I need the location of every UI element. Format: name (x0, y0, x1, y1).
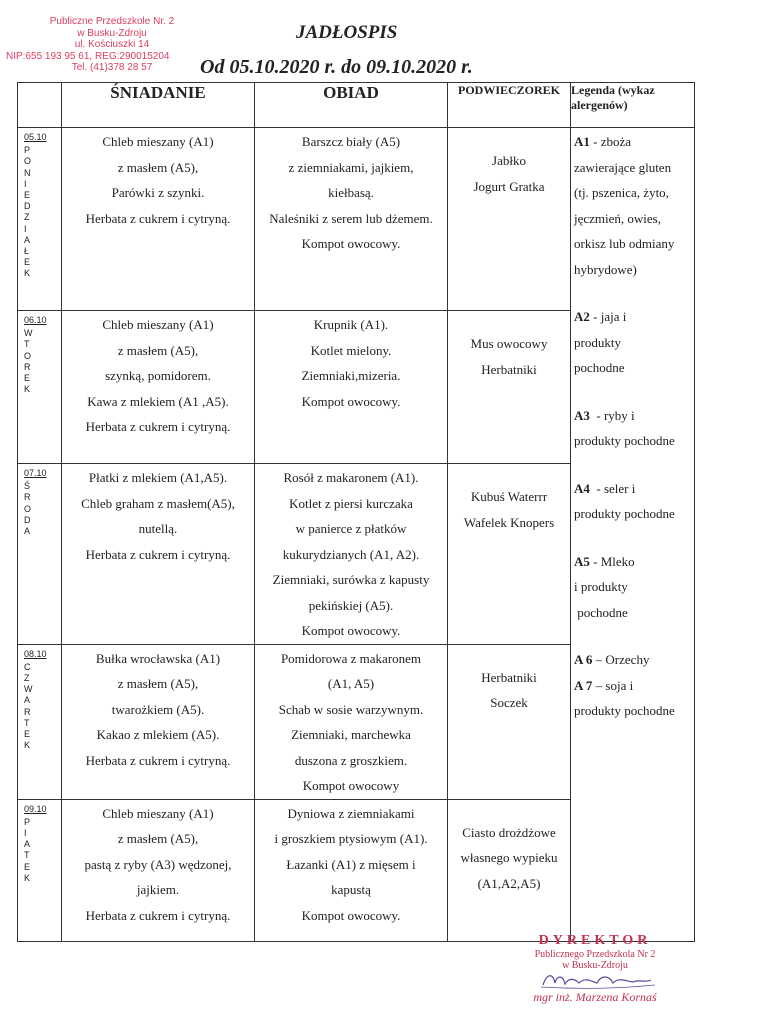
breakfast-cell (62, 464, 255, 645)
allergen-code: A2 (574, 309, 590, 324)
menu-line: kapustą (331, 882, 371, 897)
menu-line: twarożkiem (A5). (111, 701, 205, 717)
menu-line: Rosół z makaronem (A1). (283, 470, 419, 485)
director-signature-stamp (505, 933, 685, 1004)
menu-line: Krupnik (A1). (313, 317, 389, 332)
menu-line: Jabłko (492, 153, 526, 168)
allergen-description: produkty (574, 334, 621, 350)
allergen-description: produkty pochodne (574, 506, 675, 521)
allergen-description: produkty pochodne (574, 433, 675, 448)
legend-entry (574, 673, 694, 724)
menu-line: Herbata z cukrem i cytryną. (85, 419, 231, 434)
allergen-description: zawierające gluten (574, 159, 672, 175)
menu-line: z ziemniakami, jajkiem, (288, 159, 414, 175)
legend-first-line (574, 304, 694, 330)
day-date: 05.10 (24, 132, 47, 142)
menu-line: szynką, pomidorem. (105, 368, 211, 383)
day-letter: R (24, 706, 31, 717)
menu-line: Łazanki (A1) z mięsem i (286, 856, 416, 872)
menu-line: Płatki z mlekiem (A1,A5). (88, 470, 228, 485)
lunch-cell (255, 644, 448, 799)
allergen-code: A1 (574, 134, 590, 149)
allergen-description: i produkty (574, 579, 628, 594)
allergen-description: - ryby i (589, 407, 635, 423)
day-cell (18, 464, 62, 645)
allergen-description: - Mleko (589, 553, 635, 569)
day-letter: A (24, 839, 31, 850)
menu-line: Kakao z mlekiem (A5). (96, 727, 220, 742)
header-legend: Legenda (wykaz alergenów) (571, 83, 695, 128)
allergen-description: hybrydowe) (574, 261, 637, 277)
day-letter: I (24, 827, 27, 838)
stamp-line: Tel. (41)378 28 57 (71, 62, 153, 73)
menu-line: Jogurt Gratka (473, 178, 545, 194)
menu-line: Kompot owocowy. (301, 236, 401, 251)
allergen-legend (571, 128, 695, 942)
lunch-cell (255, 799, 448, 941)
day-cell (18, 799, 62, 941)
day-letter: I (24, 178, 27, 189)
menu-line: pastą z ryby (A3) wędzonej, (84, 856, 232, 872)
allergen-description: - jaja i (589, 309, 627, 324)
day-letter: D (24, 201, 31, 212)
day-letter: K (24, 268, 31, 279)
menu-line: Dyniowa z ziemniakami (287, 805, 415, 821)
menu-line: z masłem (A5), (117, 342, 199, 358)
menu-line: Kompot owocowy. (301, 907, 401, 923)
signature-line: w Busku-Zdroju (562, 960, 628, 971)
date-range: Od 05.10.2020 r. do 09.10.2020 r. (200, 56, 473, 78)
allergen-code: A3 (574, 407, 590, 423)
header-breakfast: ŚNIADANIE (62, 83, 255, 128)
day-letter: I (24, 223, 27, 234)
menu-line: Kotlet z piersi kurczaka (289, 495, 413, 511)
lunch-cell (255, 464, 448, 645)
snack-cell (448, 128, 571, 311)
legend-entry (574, 304, 694, 381)
day-letter: A (24, 526, 31, 537)
day-cell (18, 644, 62, 799)
menu-line: kiełbasą. (328, 185, 374, 200)
day-name-vertical (24, 145, 61, 279)
menu-line: Herbata z cukrem i cytryną. (85, 546, 231, 562)
day-letter: Z (24, 672, 30, 683)
kindergarten-stamp (6, 16, 202, 74)
stamp-line: NIP:655 193 95 61, REG:290015204 (6, 50, 170, 62)
menu-line: Chleb mieszany (A1) (102, 805, 214, 821)
header-day (18, 83, 62, 128)
day-letter: A (24, 234, 31, 245)
menu-line: Mus owocowy (470, 336, 548, 351)
day-letter: T (24, 850, 30, 861)
day-name-vertical (24, 328, 61, 395)
signature-name: mgr inż. Marzena Kornaś (533, 990, 657, 1004)
menu-line: Herbata z cukrem i cytryną. (85, 210, 231, 226)
day-letter: E (24, 373, 31, 384)
legend-entry (574, 403, 694, 454)
day-letter: W (24, 328, 33, 339)
menu-line: Schab w sosie warzywnym. (278, 701, 424, 717)
menu-line: Kompot owocowy. (301, 393, 401, 409)
menu-line: Bułka wrocławska (A1) (95, 650, 221, 666)
allergen-description: – soja i (592, 677, 634, 693)
allergen-code: A4 (574, 480, 590, 496)
stamp-line: w Busku-Zdroju (77, 27, 147, 39)
menu-line: Ziemniaki, surówka z kapusty (272, 572, 430, 587)
day-letter: R (24, 492, 31, 503)
day-letter: A (24, 695, 31, 706)
day-date: 09.10 (24, 803, 47, 814)
menu-line: z masłem (A5), (117, 676, 199, 691)
day-letter: C (24, 661, 31, 672)
allergen-description: produkty pochodne (574, 703, 675, 718)
signature-title: DYREKTOR (538, 933, 652, 948)
menu-line: własnego wypieku (460, 850, 558, 865)
allergen-description: - seler i (589, 480, 636, 496)
menu-line: Wafelek Knopers (463, 514, 555, 530)
day-letter: O (24, 503, 32, 514)
legend-entry (574, 129, 694, 282)
day-letter: E (24, 861, 31, 872)
signature-line: Publicznego Przedszkola Nr 2 (534, 949, 656, 960)
header-snack: PODWIECZOREK (448, 83, 571, 128)
allergen-code: A5 (574, 553, 590, 569)
menu-line: Kawa z mlekiem (A1 ,A5). (87, 393, 229, 409)
day-letter: O (24, 350, 32, 361)
menu-line: Kompot owocowy. (301, 623, 401, 638)
day-row (18, 128, 695, 311)
legend-entry (574, 647, 694, 673)
menu-line: Kubuś Waterrr (470, 489, 548, 504)
legend-entry (574, 549, 694, 626)
menu-line: w panierce z płatków (295, 521, 407, 536)
menu-line: Ciasto drożdżowe (462, 824, 556, 840)
menu-line: Kompot owocowy (302, 778, 400, 793)
menu-line: Herbata z cukrem i cytryną. (85, 907, 231, 923)
lunch-cell (255, 128, 448, 311)
day-letter: K (24, 872, 31, 883)
menu-line: z masłem (A5), (117, 831, 199, 846)
menu-line: z masłem (A5), (117, 159, 199, 175)
day-name-vertical (24, 662, 61, 752)
menu-line: Barszcz biały (A5) (301, 134, 401, 149)
menu-line: Ziemniaki, marchewka (291, 727, 411, 742)
menu-line: Herbatniki (481, 669, 537, 685)
allergen-description: jęczmień, owies, (574, 210, 661, 226)
day-name-vertical (24, 481, 61, 537)
allergen-description: (tj. pszenica, żyto, (574, 185, 669, 200)
day-letter: E (24, 257, 31, 268)
snack-cell (448, 464, 571, 645)
breakfast-cell (62, 799, 255, 941)
day-date: 08.10 (24, 648, 47, 659)
allergen-description: - zboża (589, 134, 632, 149)
day-letter: R (24, 361, 31, 372)
menu-line: kukurydzianych (A1, A2). (282, 546, 420, 562)
day-letter: K (24, 384, 31, 395)
menu-line: Pomidorowa z makaronem (280, 650, 422, 666)
header-lunch: OBIAD (255, 83, 448, 128)
day-letter: T (24, 717, 30, 728)
allergen-code: A 7 (574, 677, 593, 693)
legend-first-line (574, 549, 694, 575)
page-title: JADŁOSPIS (296, 22, 398, 43)
breakfast-cell (62, 128, 255, 311)
menu-table (17, 82, 695, 942)
menu-line: (A1, A5) (327, 676, 375, 691)
menu-line: Parówki z szynki. (111, 185, 205, 200)
legend-first-line (574, 647, 694, 673)
menu-line: jajkiem. (136, 882, 180, 897)
day-letter: E (24, 190, 31, 201)
menu-line: duszona z groszkiem. (294, 752, 408, 768)
allergen-description: pochodne (574, 604, 628, 620)
day-letter: Ł (24, 246, 30, 257)
menu-line: nutellą. (138, 521, 178, 536)
day-letter: W (24, 684, 33, 695)
snack-cell (448, 799, 571, 941)
day-letter: O (24, 156, 32, 167)
legend-entry (574, 476, 694, 527)
day-letter: K (24, 740, 31, 751)
stamp-line: ul. Kościuszki 14 (74, 39, 150, 50)
day-date: 06.10 (24, 315, 47, 325)
menu-line: Chleb mieszany (A1) (102, 317, 214, 332)
menu-line: Herbatniki (481, 361, 537, 377)
allergen-description: – Orzechy (592, 652, 650, 667)
menu-line: Chleb mieszany (A1) (102, 134, 214, 149)
menu-line: Naleśniki z serem lub dżemem. (269, 210, 433, 226)
menu-line: Soczek (490, 695, 528, 710)
day-letter: Ś (24, 481, 31, 492)
day-cell (18, 128, 62, 311)
menu-line: Chleb graham z masłem(A5), (81, 495, 235, 511)
day-letter: E (24, 728, 31, 739)
handwritten-signature (505, 971, 685, 991)
snack-cell (448, 311, 571, 464)
day-letter: D (24, 514, 31, 525)
allergen-description: orkisz lub odmiany (574, 236, 675, 251)
day-letter: N (24, 167, 31, 178)
breakfast-cell (62, 311, 255, 464)
menu-line: i groszkiem ptysiowym (A1). (274, 831, 428, 846)
menu-line: Kotlet mielony. (310, 342, 392, 358)
snack-cell (448, 644, 571, 799)
day-name-vertical (24, 817, 61, 884)
lunch-cell (255, 311, 448, 464)
breakfast-cell (62, 644, 255, 799)
allergen-description: pochodne (574, 360, 625, 375)
menu-line: Herbata z cukrem i cytryną. (85, 752, 231, 768)
legend-first-line (574, 129, 694, 155)
day-letter: T (24, 339, 30, 350)
legend-first-line (574, 403, 694, 429)
menu-line: Ziemniaki,mizeria. (301, 368, 401, 383)
menu-line: pekińskiej (A5). (308, 597, 394, 613)
day-date: 07.10 (24, 468, 47, 478)
allergen-code: A 6 (574, 652, 593, 667)
menu-line: (A1,A2,A5) (477, 875, 541, 891)
day-letter: Z (24, 212, 30, 223)
day-letter: P (24, 816, 31, 827)
day-cell (18, 311, 62, 464)
stamp-line: Publiczne Przedszkole Nr. 2 (49, 16, 175, 27)
day-letter: P (24, 145, 31, 156)
legend-first-line (574, 476, 694, 502)
legend-first-line (574, 673, 694, 699)
